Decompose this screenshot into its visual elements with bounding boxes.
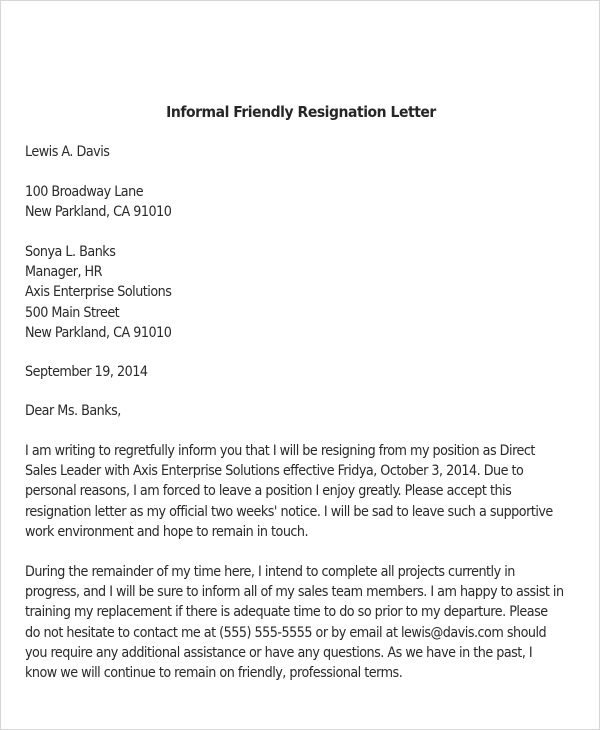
paragraph-line: Sales Leader with Axis Enterprise Solutions effective Fridya, October 3, 2014. Due to (25, 463, 524, 480)
paragraph-line: resignation letter as my official two weeks' notice. I will be sad to leave such a supportive (25, 503, 553, 520)
recipient-name: Sonya L. Banks (25, 244, 116, 260)
salutation-block (25, 401, 585, 421)
body-paragraph-2 (25, 562, 585, 683)
paragraph-line: do not hesitate to contact me at (555) 555-5555 or by email at lewis@davis.com should (25, 624, 547, 641)
paragraph-line: progress, and I will be sure to inform all of my sales team members. I am happy to assist in (25, 584, 564, 601)
paragraph-line: personal reasons, I am forced to leave a position I enjoy greatly. Please accept this (25, 483, 512, 500)
letter-date-block (25, 362, 585, 382)
paragraph-line: know we will continue to remain on friendly, professional terms. (25, 665, 403, 682)
salutation: Dear Ms. Banks, (25, 403, 121, 419)
sender-address (25, 182, 585, 222)
recipient-city: New Parkland, CA 91010 (25, 324, 172, 341)
paragraph-line: During the remainder of my time here, I intend to complete all projects currently in (25, 564, 515, 580)
sender-address-line: New Parkland, CA 91010 (25, 204, 172, 221)
letter-title: Informal Friendly Resignation Letter (166, 103, 436, 121)
body-paragraph-1 (25, 441, 585, 542)
paragraph-line: I am writing to regretfully inform you that I will be resigning from my position as Direct (25, 443, 535, 459)
sender-block (25, 142, 585, 162)
recipient-title: Manager, HR (25, 264, 103, 281)
paragraph-line: you require any additional assistance or have any questions. As we have in the past, I (25, 644, 533, 661)
recipient-company: Axis Enterprise Solutions (25, 284, 172, 301)
sender-address-line: 100 Broadway Lane (25, 184, 144, 200)
recipient-street: 500 Main Street (25, 304, 120, 321)
letter-date: September 19, 2014 (25, 364, 148, 380)
paragraph-line: training my replacement if there is adequate time to do so prior to my departure. Please (25, 604, 548, 621)
sender-name: Lewis A. Davis (25, 144, 110, 160)
recipient-block (25, 242, 585, 343)
paragraph-line: work environment and hope to remain in touch. (25, 523, 309, 540)
